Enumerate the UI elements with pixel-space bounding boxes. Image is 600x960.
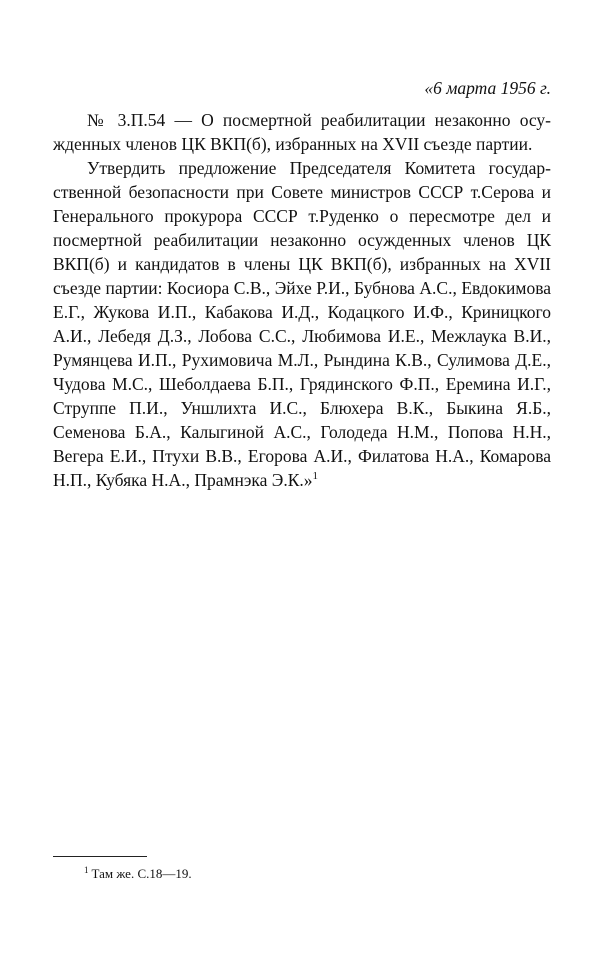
footnote-divider — [53, 856, 147, 857]
footnote — [84, 866, 192, 882]
footnote-reference: 1 — [312, 470, 319, 483]
resolution-title-paragraph: № 3.П.54 — О посмертной реабилитации незаконно осужденных членов ЦК ВКП(б), избранных на XVII съезде партии. — [53, 110, 551, 154]
footnote-number: 1 — [84, 864, 89, 875]
footnote-text: Там же. С.18—19. — [91, 866, 192, 881]
date-line: «6 марта 1956 г. — [424, 78, 551, 98]
resolution-body-paragraph — [53, 156, 551, 492]
resolution-body-text: Утвердить предложение Председателя Комитета государственной безопасности при Совете министров СССР т.Серова и Генерального прокурора СССР т.Руденко о пересмотре дел и посмертной реабилитации незаконно осужденных членов ЦК ВКП(б) и кандидатов в члены ЦК ВКП(б), избранных на XVII съезде партии: Косиора С.В., Эйхе Р.И., Бубнова А.С., Евдокимова Е.Г., Жукова И.П., Кабакова И.Д., Кодацкого И.Ф., Криницкого А.И., Лебедя Д.З., Лобова С.С., Любимова И.Е., Межлаука В.И., Румянцева И.П., Рухимовича М.Л., Рындина К.В., Сулимова Д.Е., Чудова М.С., Шеболдаева Б.П., Грядинского Ф.П., Еремина И.Г., Струппе П.И., Уншлихта И.С., Блюхера В.К., Быкина Я.Б., Семенова Б.А., Калыгиной А.С., Голодеда Н.М., Попова Н.Н., Вегера Е.И., Птухи В.В., Егорова А.И., Филатова Н.А., Комарова Н.П., Кубяка Н.А., Прамнэка Э.К.» — [53, 158, 551, 490]
main-text — [53, 76, 551, 492]
